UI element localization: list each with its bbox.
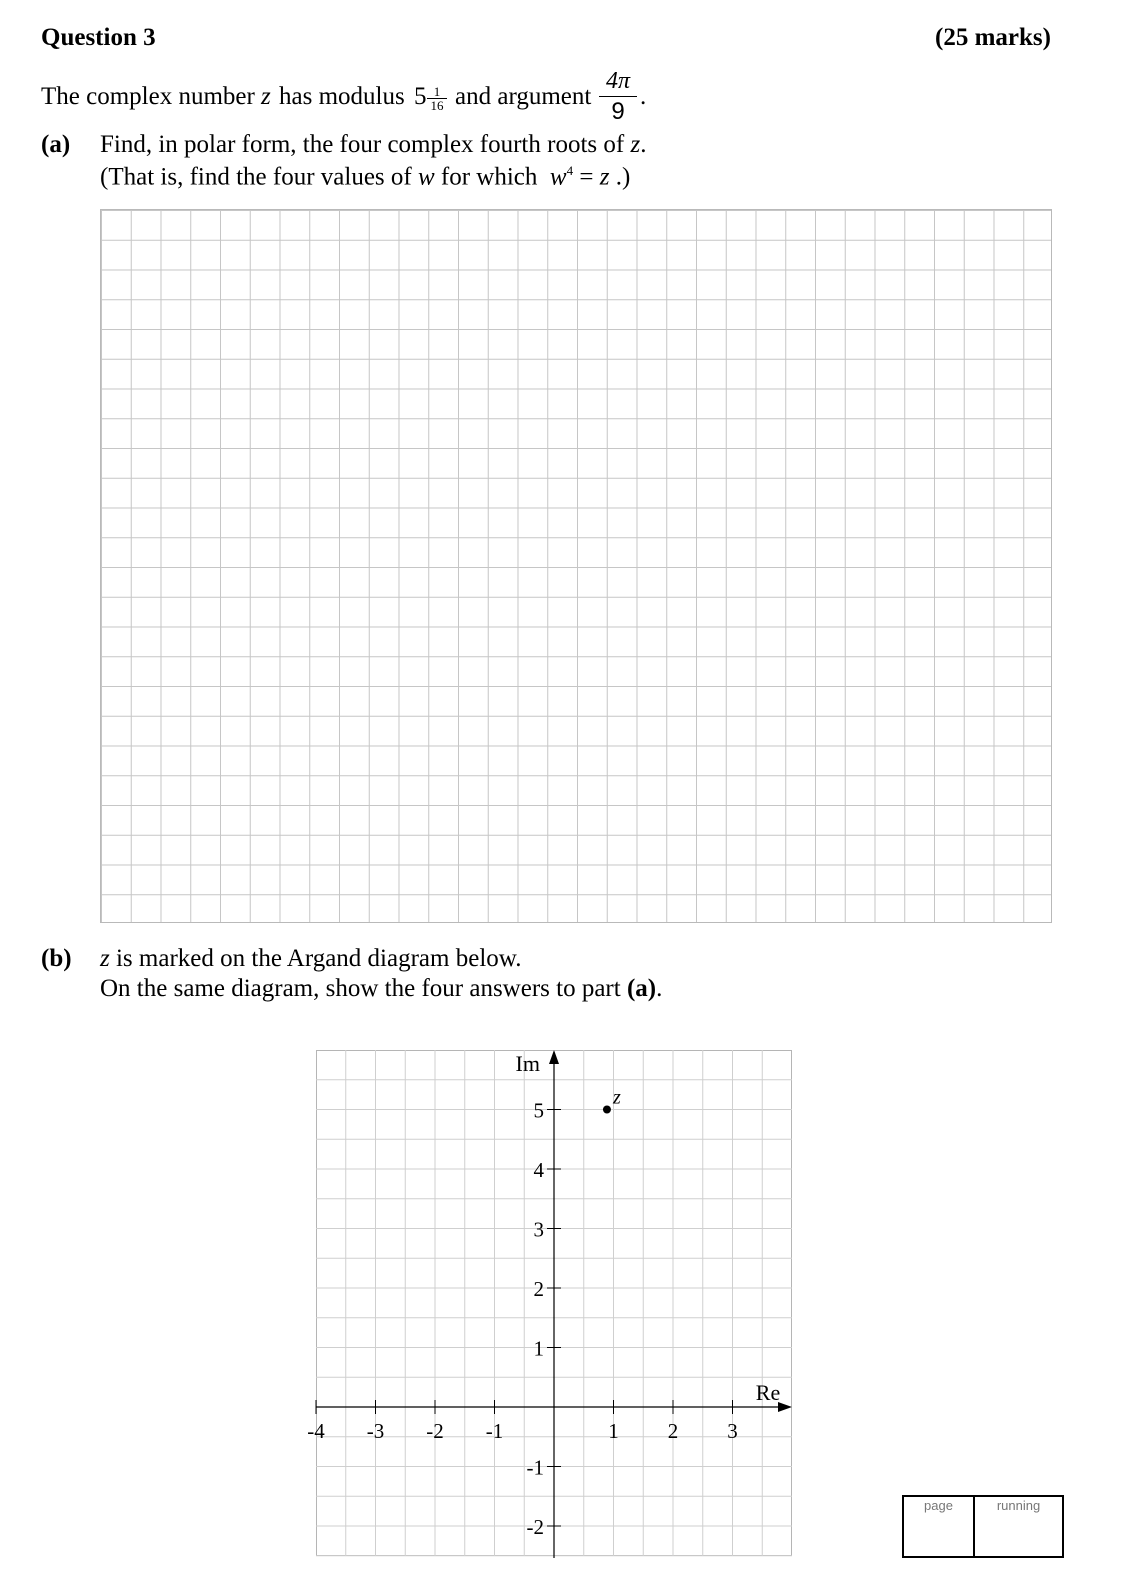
x-tick-label: -2: [426, 1419, 444, 1443]
x-tick-label: 1: [608, 1419, 619, 1443]
argument-denominator: 9: [599, 96, 637, 127]
intro-text-after: and argument: [455, 83, 592, 110]
y-tick-label: -2: [526, 1515, 544, 1539]
equation-w: w: [549, 163, 567, 191]
equation-z: z: [599, 163, 610, 191]
argument-numerator: 4π: [605, 68, 631, 94]
part-a-line1-end: .: [640, 131, 647, 158]
x-tick-label: -3: [366, 1419, 385, 1443]
part-b-line2: [100, 975, 662, 1003]
page-mark-label: page: [924, 1498, 953, 1513]
modulus-numerator: 1: [433, 84, 441, 99]
part-a-line1-z: z: [630, 131, 641, 158]
answer-grid-a[interactable]: [100, 209, 1052, 923]
part-a-line2: [100, 163, 630, 191]
re-axis-label: Re: [755, 1380, 781, 1405]
part-b-line1-z: z: [100, 945, 110, 972]
y-tick-label: -1: [526, 1455, 544, 1480]
part-a-line2-w: w: [417, 163, 435, 191]
part-b-line1: [100, 945, 521, 973]
y-tick-label: 5: [533, 1098, 544, 1123]
intro-text-before: The complex number: [41, 83, 255, 110]
part-b-label: (b): [41, 945, 72, 972]
x-tick-label: 2: [667, 1419, 679, 1443]
argand-points: [603, 1106, 611, 1114]
part-b-line2-ref: (a): [626, 975, 657, 1002]
y-tick-label: 3: [533, 1217, 544, 1242]
argand-diagram[interactable]: [307, 1050, 792, 1558]
part-b-line2-end: .: [656, 975, 663, 1002]
intro-end-punct: .: [640, 83, 647, 110]
part-a-line2-start: (That is, find the four values of: [100, 163, 412, 191]
z-point-label: z: [613, 1086, 621, 1109]
x-tick-label: -1: [485, 1419, 504, 1443]
y-tick-label: 4: [533, 1158, 544, 1182]
part-a-line2-middle: for which: [440, 163, 538, 191]
modulus-fraction: [427, 85, 447, 113]
modulus-whole: 5: [414, 83, 427, 110]
equation-exponent: 4: [566, 163, 574, 178]
question-title: Question 3: [41, 24, 156, 51]
part-a-label: (a): [41, 131, 71, 158]
intro-text-middle: has modulus: [279, 83, 405, 110]
equation-equals: =: [579, 163, 594, 191]
part-a-line1-text: Find, in polar form, the four complex fourth roots of: [100, 131, 625, 158]
y-tick-label: 1: [533, 1336, 544, 1361]
z-point: [603, 1106, 611, 1114]
part-a-line1: [100, 131, 646, 159]
intro-z: z: [261, 83, 271, 110]
running-mark-label: running: [996, 1498, 1041, 1513]
part-b-line1-text: is marked on the Argand diagram below.: [115, 945, 522, 972]
part-a-line2-end: .): [615, 163, 631, 191]
argument-fraction: [599, 66, 637, 127]
modulus-denominator: 16: [427, 98, 447, 113]
part-b-line2-text: On the same diagram, show the four answers to part: [100, 975, 621, 1002]
x-tick-label: 3: [727, 1419, 738, 1443]
marks-label: (25 marks): [935, 24, 1051, 51]
y-tick-label: 2: [533, 1277, 544, 1301]
im-axis-label: Im: [515, 1051, 540, 1076]
x-tick-label: -4: [307, 1419, 325, 1443]
